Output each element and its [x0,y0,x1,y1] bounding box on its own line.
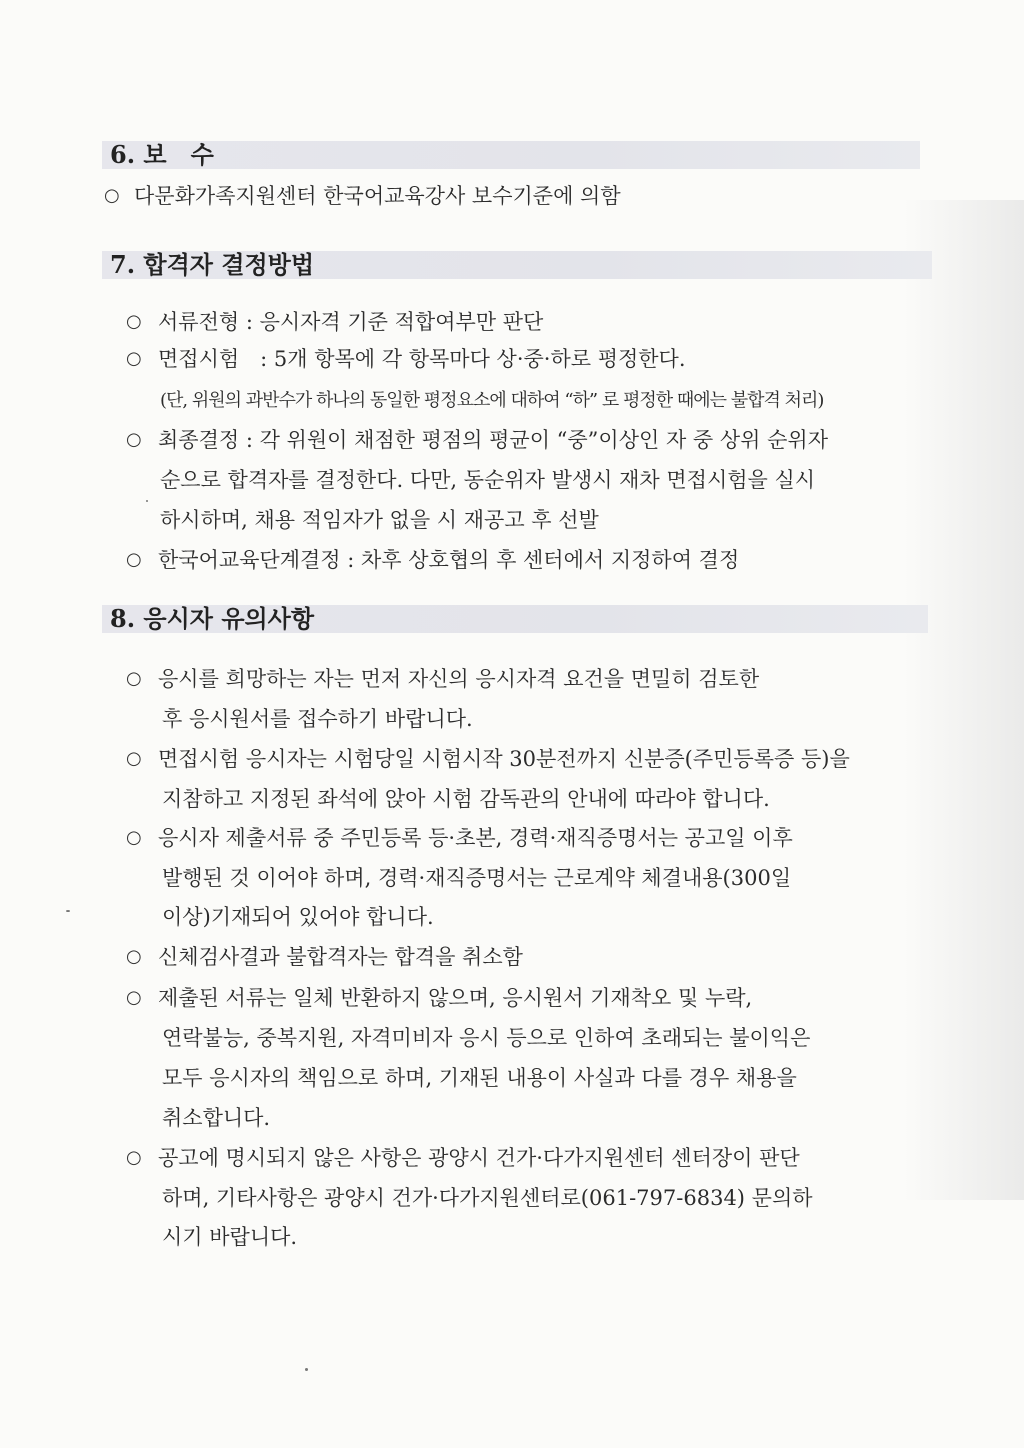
bullet-icon: ○ [126,549,142,570]
s8-item-5-cont1: 연락불능, 중복지원, 자격미비자 응시 등으로 인하여 초래되는 불이익은 [162,1026,811,1050]
bullet-icon: ○ [126,946,142,967]
s8-item-1-cont: 후 응시원서를 접수하기 바랍니다. [162,707,473,731]
s7-item-3: 최종결정 : 각 위원이 채점한 평점의 평균이 “중”이상인 자 중 상위 순위자 [158,428,828,452]
s8-item-5-cont2: 모두 응시자의 책임으로 하며, 기재된 내용이 사실과 다를 경우 채용을 [162,1066,797,1090]
s7-item-3-cont2: 하시하며, 채용 적임자가 없을 시 재공고 후 선발 [160,508,599,532]
s8-item-3-cont1: 발행된 것 이어야 하며, 경력·재직증명서는 근로계약 체결내용(300일 [162,866,792,890]
s7-item-3-cont1: 순으로 합격자를 결정한다. 다만, 동순위자 발생시 재차 면접시험을 실시 [160,468,816,492]
bullet-icon: ○ [126,311,142,332]
bullet-icon: ○ [126,827,142,848]
scan-speck [146,500,148,502]
bullet-icon: ○ [126,429,142,450]
s8-item-2: 면접시험 응시자는 시험당일 시험시작 30분전까지 신분증(주민등록증 등)을 [158,747,850,771]
bullet-icon: ○ [126,1147,142,1168]
section-6-title: 6. 보 수 [110,140,214,169]
section-6-header [102,141,920,169]
bullet-icon: ○ [126,987,142,1008]
scan-shadow [904,200,1024,1200]
s8-item-3: 응시자 제출서류 중 주민등록 등·초본, 경력·재직증명서는 공고일 이후 [158,826,793,850]
s7-item-2: 면접시험 : 5개 항목에 각 항목마다 상·중·하로 평정한다. [158,347,686,371]
s8-item-5-cont3: 취소합니다. [162,1106,271,1130]
s8-item-6-cont2: 시기 바랍니다. [162,1225,298,1249]
s8-item-2-cont: 지참하고 지정된 좌석에 앉아 시험 감독관의 안내에 따라야 합니다. [162,787,770,811]
s8-item-6: 공고에 명시되지 않은 사항은 광양시 건가·다가지원센터 센터장이 판단 [158,1146,800,1170]
bullet-icon: ○ [104,185,120,206]
bullet-icon: ○ [126,348,142,369]
section-7-header [102,251,932,279]
section-7-title: 7. 합격자 결정방법 [110,250,315,279]
s6-item-1: 다문화가족지원센터 한국어교육강사 보수기준에 의함 [134,184,621,208]
section-8-header [102,605,928,633]
bullet-icon: ○ [126,748,142,769]
s8-item-5: 제출된 서류는 일체 반환하지 않으며, 응시원서 기재착오 및 누락, [158,986,753,1010]
section-8-title: 8. 응시자 유의사항 [110,604,315,633]
s7-item-1: 서류전형 : 응시자격 기준 적합여부만 판단 [158,310,544,334]
s8-item-3-cont2: 이상)기재되어 있어야 합니다. [162,905,434,929]
s7-item-4: 한국어교육단계결정 : 차후 상호협의 후 센터에서 지정하여 결정 [158,548,740,572]
s7-item-2-note: (단, 위원의 과반수가 하나의 동일한 평정요소에 대하여 “하” 로 평정한 때에는 불합격 처리) [160,390,824,411]
bullet-icon: ○ [126,668,142,689]
s8-item-4: 신체검사결과 불합격자는 합격을 취소함 [158,945,523,969]
scan-speck [66,910,70,912]
s8-item-6-cont1: 하며, 기타사항은 광양시 건가·다가지원센터로(061-797-6834) 문의하 [162,1186,813,1210]
s8-item-1: 응시를 희망하는 자는 먼저 자신의 응시자격 요건을 면밀히 검토한 [158,667,760,691]
scan-speck [305,1368,308,1371]
